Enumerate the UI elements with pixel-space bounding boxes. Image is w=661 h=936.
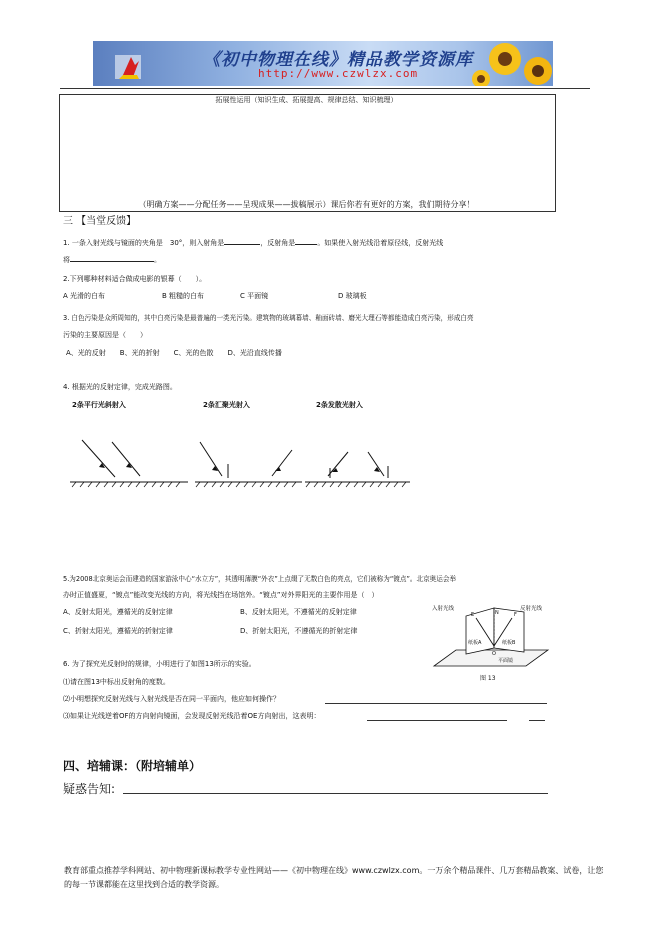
q4-diagram-diverging[interactable] [305,452,410,487]
q6-sub3: ⑶如果让光线逆着OF的方向射向镜面，会发现反射光线沿着OE方向射出，这表明： [63,712,321,720]
q6-sub2: ⑵小明想探究反射光线与入射光线是否在同一平面内，他应如何操作？ [63,695,280,703]
fig13-experiment [432,600,550,686]
mirror-hatching [306,482,406,487]
q5-line1: 5.为2008北京奥运会而建造的国家游泳中心“水立方”，其透明薄膜“外衣”上点缀了无数白色的亮点，它们被称为“镀点”。北京奥运会举 [63,575,457,583]
section4-heading: 四、培辅课：（附培辅单） [63,759,202,773]
q1-text-b: ，反射角是 [260,239,296,247]
q1-text-d: 将 [63,256,70,264]
fig-caption: 图 13 [480,675,496,682]
q1-text-a: 1. 一条入射光线与镜面的夹角是 30°，则入射角是 [63,239,225,247]
q6-stem: 6. 为了探究光反射时的规律，小明进行了如图13所示的实验。 [63,660,256,668]
q4-diagram-converging[interactable] [195,442,302,487]
q3-options: A、光的反射 B、光的折射 C、光的色散 D、光沿直线传播 [66,349,282,357]
q1-blank-reflect-angle[interactable] [295,236,317,245]
q4-diagram-parallel[interactable] [70,440,188,487]
mirror-hatching [196,482,296,487]
incident-ray [200,442,222,476]
q6-sub1: ⑴请在图13中标出反射角的度数。 [63,678,170,686]
q5-option-b: B、反射太阳光，不遵循光的反射定律 [240,608,357,616]
label-board-a: 纸板A [468,640,482,646]
q4-label-parallel: 2条平行光斜射入 [72,401,126,409]
label-o: O [492,651,496,657]
q2-option-c: C 平面镜 [240,292,269,300]
doubt-answer-line[interactable] [123,793,548,794]
q2-option-a: A 光滑的白布 [63,292,106,300]
q2-stem: 2.下列哪种材料适合做成电影的银幕（ ）。 [63,275,207,283]
incident-ray [272,450,292,476]
q4-ray-diagrams [60,430,420,495]
q4-stem: 4. 根据光的反射定律，完成光路图。 [63,383,177,391]
label-f: F [514,612,517,618]
label-board-b: 纸板B [502,640,516,646]
frame-footer: （明确方案——分配任务——呈现成果——拔稿展示）课后你若有更好的方案，我们期待分享！ [138,200,475,209]
incident-ray [112,442,140,476]
q5-line2: 办时正值盛夏，“镀点”能改变光线的方向，将光线挡在场馆外。“镀点”对外界阳光的主要作用是（ ） [63,591,379,599]
q1-line2 [63,253,161,265]
doubt-label: 疑惑告知: [63,782,116,796]
page-footer: 教育部重点推荐学科网站、初中物理新课标教学专业性网站——《初中物理在线》www.czwlzx.com。一万余个精品课件、几万套精品教案、试卷，让您的每一节课都能在这里找到合适的教学资源。 [64,866,604,889]
q2-option-b: B 粗糙的白布 [162,292,205,300]
incident-ray [82,440,115,477]
q6-answer-line-3[interactable] [367,720,507,721]
plane-mirror [434,650,548,666]
q3-line1: 3. 白色污染是众所周知的，其中白亮污染是最普遍的一类光污染。建筑物的玻璃幕墙、釉面砖墙、磨光大理石等都能造成白亮污染，形成白亮 [63,314,474,322]
q1-blank-incident-angle[interactable] [224,236,260,245]
q1-blank-reflect-path[interactable] [70,253,154,262]
incident-ray [368,452,384,476]
q5-option-a: A、反射太阳光，遵循光的反射定律 [63,608,173,616]
label-mirror: 平面镜 [498,658,514,664]
section3-heading: 三 【当堂反馈】 [63,216,137,227]
banner-url[interactable]: http://www.czwlzx.com [258,67,419,80]
label-incident: 入射光线 [432,606,455,612]
q6-answer-line-3b[interactable] [529,720,545,721]
q5-option-d: D、折射太阳光，不遵循光的折射定律 [240,627,358,635]
q6-answer-line-2[interactable] [325,703,547,704]
q5-option-c: C、折射太阳光，遵循光的折射定律 [63,627,173,635]
q3-line2: 污染的主要原因是（ ） [63,331,147,339]
banner-title: 《初中物理在线》精品教学资源库 [203,50,473,70]
logo-icon [115,55,141,79]
sunflower-icon [472,43,552,86]
label-n: N [495,610,499,616]
q4-label-converging: 2条汇聚光射入 [203,401,250,409]
header-rule [60,88,590,89]
q2-option-d: D 玻璃板 [338,292,367,300]
q1-line1 [63,236,443,248]
label-e: E [471,612,475,618]
incident-ray [328,452,348,476]
header-banner [93,41,553,86]
extension-frame [59,94,556,212]
label-reflected: 反射光线 [520,606,543,612]
q1-text-end: 。 [154,256,161,264]
mirror-hatching [72,482,180,487]
q4-label-diverging: 2条发散光射入 [316,401,363,409]
q1-text-c: 。如果使入射光线沿着原径线，反射光线 [317,239,444,247]
frame-header: 拓展性运用（知识生成、拓展提高、规律总结、知识梳理） [215,96,398,104]
